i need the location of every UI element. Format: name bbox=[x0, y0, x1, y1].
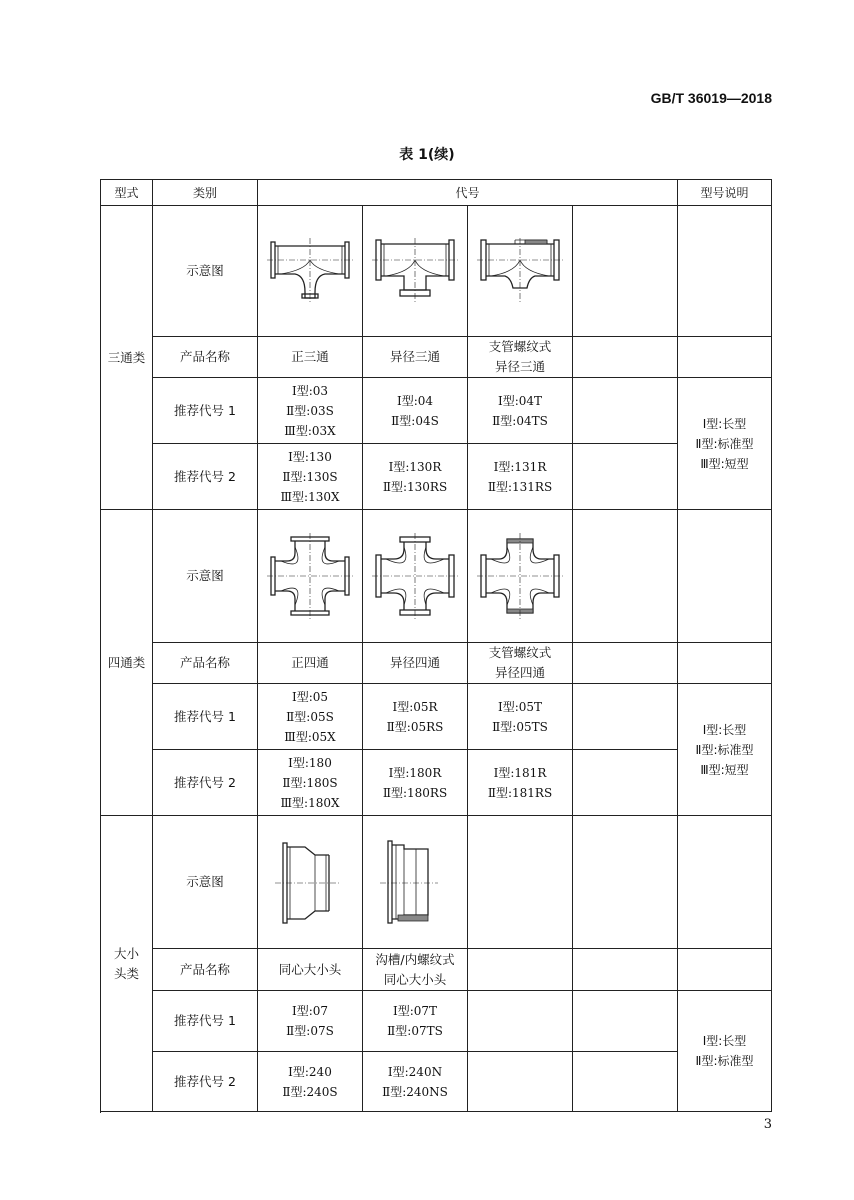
category-cell: 示意图 bbox=[153, 206, 258, 337]
category-cell: 产品名称 bbox=[153, 949, 258, 991]
description-cell: Ⅰ型:长型 Ⅱ型:标准型 bbox=[678, 991, 772, 1112]
code-cell bbox=[573, 1052, 678, 1112]
type-cell: 四通类 bbox=[101, 510, 153, 816]
category-cell: 推荐代号 2 bbox=[153, 750, 258, 816]
diagram-cell bbox=[258, 206, 363, 337]
diagram-cell bbox=[363, 816, 468, 949]
table-row bbox=[101, 643, 772, 684]
table-row bbox=[101, 684, 772, 750]
empty-cell bbox=[678, 643, 772, 684]
type-cell: 大小 头类 bbox=[101, 816, 153, 1112]
product-name-cell: 正四通 bbox=[258, 643, 363, 684]
description-cell: Ⅰ型:长型 Ⅱ型:标准型 Ⅲ型:短型 bbox=[678, 378, 772, 510]
table-row bbox=[101, 337, 772, 378]
product-name-cell bbox=[468, 949, 573, 991]
code-cell bbox=[573, 991, 678, 1052]
code-cell: Ⅰ型:03 Ⅱ型:03S Ⅲ型:03X bbox=[258, 378, 363, 444]
code-cell: Ⅰ型:04 Ⅱ型:04S bbox=[363, 378, 468, 444]
code-cell: Ⅰ型:240 Ⅱ型:240S bbox=[258, 1052, 363, 1112]
diagram-cell bbox=[468, 206, 573, 337]
code-cell bbox=[468, 991, 573, 1052]
code-cell bbox=[573, 750, 678, 816]
code-cell: Ⅰ型:07 Ⅱ型:07S bbox=[258, 991, 363, 1052]
code-cell: Ⅰ型:130R Ⅱ型:130RS bbox=[363, 444, 468, 510]
category-cell: 推荐代号 1 bbox=[153, 378, 258, 444]
cross-reducing-icon bbox=[370, 531, 460, 621]
empty-cell bbox=[678, 510, 772, 643]
cross-equal-icon bbox=[265, 531, 355, 621]
table-row bbox=[101, 750, 772, 816]
code-cell bbox=[573, 684, 678, 750]
empty-cell bbox=[678, 949, 772, 991]
code-cell: Ⅰ型:130 Ⅱ型:130S Ⅲ型:130X bbox=[258, 444, 363, 510]
tee-equal-icon bbox=[265, 236, 355, 306]
empty-cell bbox=[573, 816, 678, 949]
product-name-cell: 支管螺纹式 异径四通 bbox=[468, 643, 573, 684]
product-name-cell bbox=[573, 643, 678, 684]
table-caption: 表 1(续) bbox=[399, 147, 455, 163]
category-cell: 产品名称 bbox=[153, 643, 258, 684]
diagram-cell bbox=[468, 510, 573, 643]
empty-cell bbox=[678, 206, 772, 337]
category-cell: 推荐代号 2 bbox=[153, 444, 258, 510]
header-code: 代号 bbox=[258, 180, 678, 206]
grooved-threaded-reducer-icon bbox=[370, 837, 460, 927]
code-cell bbox=[573, 444, 678, 510]
code-cell: Ⅰ型:180R Ⅱ型:180RS bbox=[363, 750, 468, 816]
code-cell: Ⅰ型:05 Ⅱ型:05S Ⅲ型:05X bbox=[258, 684, 363, 750]
product-name-cell: 支管螺纹式 异径三通 bbox=[468, 337, 573, 378]
product-name-cell bbox=[573, 949, 678, 991]
table-header-row bbox=[101, 180, 772, 206]
table-row bbox=[101, 1052, 772, 1112]
empty-cell bbox=[573, 206, 678, 337]
diagram-cell bbox=[363, 510, 468, 643]
page-number: 3 bbox=[763, 1117, 772, 1132]
concentric-reducer-icon bbox=[265, 837, 355, 927]
code-cell bbox=[573, 378, 678, 444]
cross-branch-thread-icon bbox=[475, 531, 565, 621]
description-cell: Ⅰ型:长型 Ⅱ型:标准型 Ⅲ型:短型 bbox=[678, 684, 772, 816]
diagram-cell bbox=[258, 510, 363, 643]
diagram-cell bbox=[258, 816, 363, 949]
code-cell: Ⅰ型:131R Ⅱ型:131RS bbox=[468, 444, 573, 510]
code-cell: Ⅰ型:04T Ⅱ型:04TS bbox=[468, 378, 573, 444]
code-cell: Ⅰ型:180 Ⅱ型:180S Ⅲ型:180X bbox=[258, 750, 363, 816]
header-category: 类别 bbox=[153, 180, 258, 206]
table-row bbox=[101, 816, 772, 949]
table-row bbox=[101, 991, 772, 1052]
category-cell: 产品名称 bbox=[153, 337, 258, 378]
product-name-cell: 异径四通 bbox=[363, 643, 468, 684]
product-name-cell: 沟槽/内螺纹式 同心大小头 bbox=[363, 949, 468, 991]
tee-branch-thread-icon bbox=[475, 236, 565, 306]
header-type: 型式 bbox=[101, 180, 153, 206]
table-row bbox=[101, 444, 772, 510]
category-cell: 推荐代号 1 bbox=[153, 991, 258, 1052]
category-cell: 推荐代号 1 bbox=[153, 684, 258, 750]
product-name-cell: 正三通 bbox=[258, 337, 363, 378]
header-description: 型号说明 bbox=[678, 180, 772, 206]
product-name-cell: 异径三通 bbox=[363, 337, 468, 378]
empty-cell bbox=[573, 510, 678, 643]
code-cell: Ⅰ型:05T Ⅱ型:05TS bbox=[468, 684, 573, 750]
code-cell: Ⅰ型:240N Ⅱ型:240NS bbox=[363, 1052, 468, 1112]
diagram-cell bbox=[363, 206, 468, 337]
table-row bbox=[101, 949, 772, 991]
product-name-cell: 同心大小头 bbox=[258, 949, 363, 991]
category-cell: 示意图 bbox=[153, 510, 258, 643]
table-row bbox=[101, 510, 772, 643]
pipe-fitting-code-table bbox=[100, 179, 772, 1112]
product-name-cell bbox=[573, 337, 678, 378]
table-row bbox=[101, 206, 772, 337]
code-cell bbox=[468, 1052, 573, 1112]
standard-number: GB/T 36019—2018 bbox=[650, 90, 772, 106]
code-cell: Ⅰ型:07T Ⅱ型:07TS bbox=[363, 991, 468, 1052]
type-cell: 三通类 bbox=[101, 206, 153, 510]
empty-cell bbox=[678, 816, 772, 949]
tee-reducing-icon bbox=[370, 236, 460, 306]
empty-cell bbox=[468, 816, 573, 949]
table-row bbox=[101, 378, 772, 444]
code-cell: Ⅰ型:05R Ⅱ型:05RS bbox=[363, 684, 468, 750]
code-cell: Ⅰ型:181R Ⅱ型:181RS bbox=[468, 750, 573, 816]
category-cell: 示意图 bbox=[153, 816, 258, 949]
empty-cell bbox=[678, 337, 772, 378]
category-cell: 推荐代号 2 bbox=[153, 1052, 258, 1112]
